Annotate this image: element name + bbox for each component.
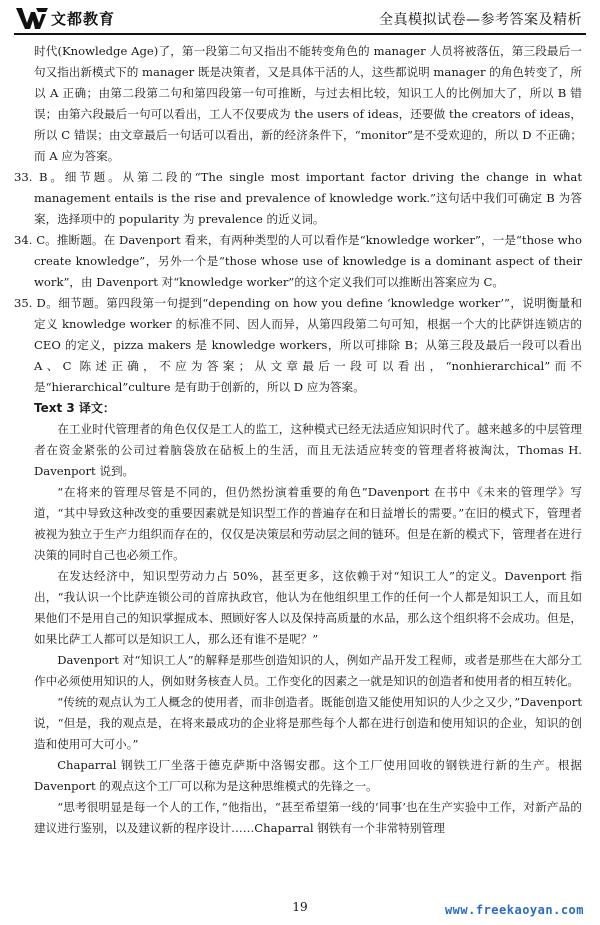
- header-title: 全真模拟试卷—参考答案及精析: [379, 12, 582, 28]
- logo-text: 文都教育: [51, 9, 116, 28]
- answer-35: 35. D。细节题。第四段第一句提到“depending on how you define ‘knowledge worker’”，说明衡量和定义 knowledge worker 的标准不同、因人而异，从第四段第二句可知，根据一个大的比萨饼连锁店的 CEO 的定义，pizza makers 是 knowledge workers，所以可排除 B；从第三段及最后一段可以看出 A、C 陈述正确，不应为答案；从文章最后一段可以看出，“nonhierarchical”而不是“hierarchical”culture 是有助于创新的，所以 D 应为答案。: [14, 296, 582, 394]
- answer-33: 33. B。细节题。从第二段的“The single most important factor driving the change in what management entails is the rise and prevalence of knowledge work.”这句话中我们可确定 B 为答案，选择项中的 popularity 为 prevalence 的近义词。: [14, 170, 582, 226]
- page-number: 19: [292, 900, 308, 914]
- translation-paragraph: 在工业时代管理者的角色仅仅是工人的监工，这种模式已经无法适应知识时代了。越来越多的中层管理者在资金紧张的公司过着脑袋放在砧板上的生活，而且无法适应转变的管理者将被淘汰，Thomas H. Davenport 说到。: [34, 422, 582, 478]
- translation-paragraph: “思考很明显是每一个人的工作，”他指出，“甚至希望第一线的‘同事’也在生产实验中工作，对新产品的建议进行鉴别，以及建议新的程序设计……Chaparral 钢铁有一个非常特别管理: [34, 800, 582, 835]
- translation-paragraph: Chaparral 钢铁工厂坐落于德克萨斯中洛锡安郡。这个工厂使用回收的钢铁进行新的生产。根据 Davenport 的观点这个工厂可以称为是这种思维模式的先锋之一。: [34, 758, 582, 793]
- answer-34: 34. C。推断题。在 Davenport 看来，有两种类型的人可以看作是“knowledge worker”，一是“those who create knowledge”，另外一个是“those whose use of knowledge is a dominant aspect of their work”，由 Davenport 对“knowledge worker”的这个定义我们可以推断出答案应为 C。: [14, 233, 582, 289]
- translation-paragraph: Davenport 对“知识工人”的解释是那些创造知识的人，例如产品开发工程师，或者是那些在大部分工作中必须使用知识的人，例如财务核查人员。工作变化的因素之一就是知识的创造者和使用者的相互转化。: [34, 653, 582, 688]
- translation-paragraph: 在发达经济中，知识型劳动力占 50%，甚至更多，这依赖于对“知识工人”的定义。Davenport 指出，“我认识一个比萨连锁公司的首席执政官，他认为在他组织里工作的任何一个人都是知识工人，而且如果他们不是用自己的知识掌握成本、照顾好客人以及保持高质量的水品，那么这个组织将不会成功。但是，如果比萨工人都可以是知识工人，那么还有谁不是呢？”: [34, 569, 582, 646]
- page-header: [0, 0, 600, 38]
- header-divider: [14, 33, 586, 35]
- paragraph-continued: 时代(Knowledge Age)了，第一段第二句又指出不能转变角色的 manager 人员将被落伍，第三段最后一句又指出新模式下的 manager 既是决策者，又是具体干活的人，这些都说明 manager 的角色转变了，所以 A 正确；由第二段第二句和第四段第一句可推断，与过去相比较，知识工人的比例加大了，所以 B 错误；由第六段最后一句可以看出，工人不仅要成为 the users of ideas，还要做 the creators of ideas，所以 C 错误；由文章最后一句话可以看出，新的经济条件下，“monitor”是不受欢迎的，所以 D 不正确；而 A 应为答案。: [34, 44, 582, 163]
- translation-paragraph: “传统的观点认为工人概念的使用者，而非创造者。既能创造又能使用知识的人少之又少，”Davenport 说，“但是，我的观点是，在将来最成功的企业将是那些每个人都在进行创造和使用知识的企业，知识的创造和使用可大可小。”: [34, 695, 582, 751]
- wendu-logo-icon: [16, 6, 48, 30]
- translation-paragraph: “在将来的管理尽管是不同的，但仍然扮演着重要的角色”Davenport 在书中《未来的管理学》写道，“其中导致这种改变的重要因素就是知识型工作的普遍存在和日益增长的需要。”在旧的模式下，管理者被视为独立于生产力组织而存在的，仅仅是决策层和劳动层之间的链环。但是在新的模式下，管理者在进行决策的同时自己也必须工作。: [34, 485, 582, 562]
- section-title-text3: Text 3 译文：: [34, 401, 115, 415]
- document-body: [14, 41, 582, 839]
- logo: [16, 6, 115, 30]
- footer-url: www.freekaoyan.com: [444, 903, 584, 917]
